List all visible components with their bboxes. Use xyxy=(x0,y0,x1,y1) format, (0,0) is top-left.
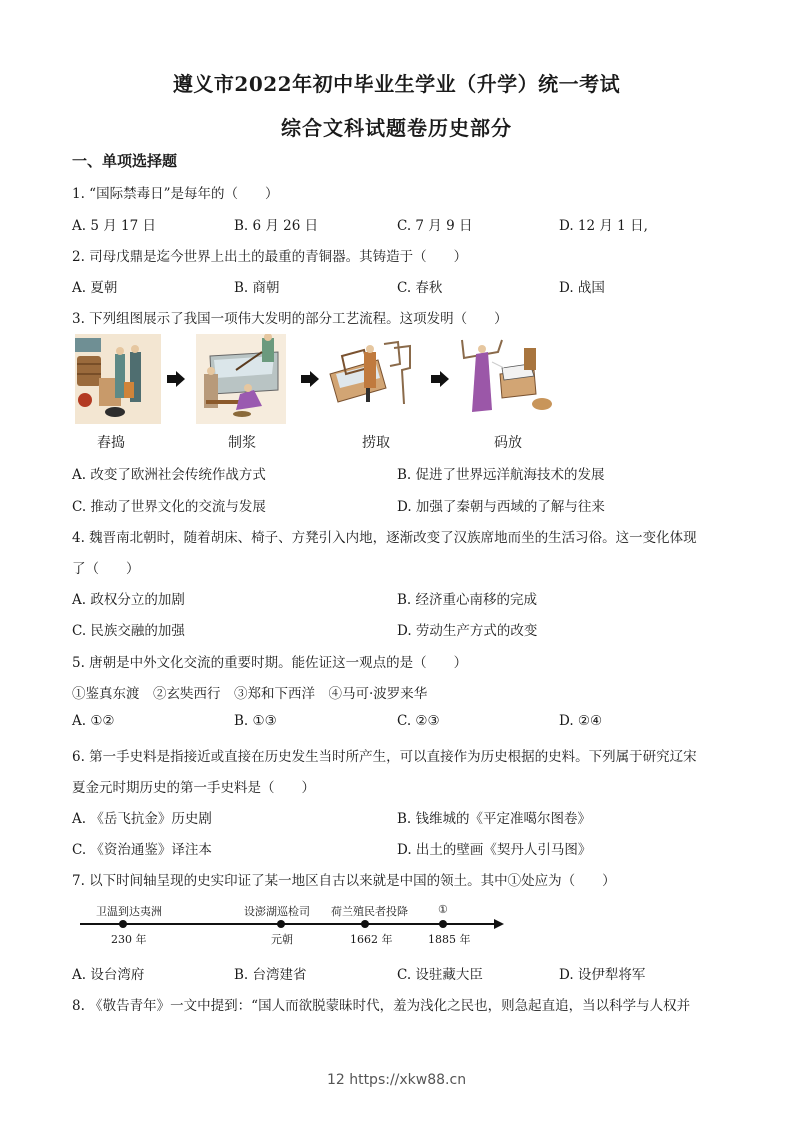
exam-title-line1: 遵义市2022年初中毕业生学业（升学）统一考试 xyxy=(172,72,621,96)
question-5-option-a: A. ①② xyxy=(72,713,115,729)
timeline-event-3: 荷兰殖民者投降 xyxy=(331,905,408,918)
image-caption-stacking: 码放 xyxy=(494,435,522,451)
question-2-option-d: D. 战国 xyxy=(559,280,605,296)
image-caption-scooping: 捞取 xyxy=(362,435,390,451)
image-caption-pounding: 舂捣 xyxy=(97,435,125,451)
question-7-option-b: B. 台湾建省 xyxy=(234,967,307,983)
question-1-option-d: D. 12 月 1 日, xyxy=(559,218,648,234)
section-heading: 一、单项选择题 xyxy=(72,152,178,170)
question-5-stem: 5. 唐朝是中外文化交流的重要时期。能佐证这一观点的是（ ） xyxy=(72,655,468,671)
scooping-illustration-icon xyxy=(328,334,414,424)
question-6-option-c: C. 《资治通鉴》译注本 xyxy=(72,842,212,858)
question-3-option-c: C. 推动了世界文化的交流与发展 xyxy=(72,499,266,515)
question-1-option-c: C. 7 月 9 日 xyxy=(397,218,473,234)
exam-title-line2: 综合文科试题卷历史部分 xyxy=(281,116,512,140)
question-4-option-b: B. 经济重心南移的完成 xyxy=(397,592,538,608)
question-2-option-a: A. 夏朝 xyxy=(72,280,118,296)
question-3-option-b: B. 促进了世界远洋航海技术的发展 xyxy=(397,467,605,483)
question-5-option-d: D. ②④ xyxy=(559,713,603,729)
question-5-option-c: C. ②③ xyxy=(397,713,440,729)
question-4-stem-line2: 了（ ） xyxy=(72,561,140,577)
timeline-event-4: ① xyxy=(438,903,448,916)
question-4-stem-line1: 4. 魏晋南北朝时，随着胡床、椅子、方凳引入内地，逐渐改变了汉族席地而坐的生活习俗。这一变化体现 xyxy=(72,530,697,546)
question-6-stem-line1: 6. 第一手史料是指接近或直接在历史发生当时所产生，可以直接作为历史根据的史料。下列属于研究辽宋 xyxy=(72,749,697,765)
question-4-option-d: D. 劳动生产方式的改变 xyxy=(397,623,538,639)
question-1-option-a: A. 5 月 17 日 xyxy=(72,218,156,234)
question-7-option-a: A. 设台湾府 xyxy=(72,967,145,983)
question-7-option-c: C. 设驻藏大臣 xyxy=(397,967,483,983)
question-4-option-a: A. 政权分立的加剧 xyxy=(72,592,185,608)
question-8-stem: 8. 《敬告青年》一文中提到：“国人而欲脱蒙昧时代，羞为浅化之民也，则急起直追，当以科学与人权并 xyxy=(72,998,691,1014)
timeline-year-4: 1885 年 xyxy=(428,933,471,946)
timeline-year-2: 元朝 xyxy=(271,933,293,946)
question-1-option-b: B. 6 月 26 日 xyxy=(234,218,319,234)
arrow-right-icon xyxy=(167,371,185,387)
question-5-items: ①鉴真东渡 ②玄奘西行 ③郑和下西洋 ④马可·波罗来华 xyxy=(72,686,428,702)
timeline-year-3: 1662 年 xyxy=(350,933,393,946)
timeline-event-1: 卫温到达夷洲 xyxy=(96,905,162,918)
question-3-option-d: D. 加强了秦朝与西域的了解与往来 xyxy=(397,499,605,515)
question-2-option-b: B. 商朝 xyxy=(234,280,280,296)
question-4-option-c: C. 民族交融的加强 xyxy=(72,623,185,639)
question-6-option-a: A. 《岳飞抗金》历史剧 xyxy=(72,811,212,827)
question-7-option-d: D. 设伊犁将军 xyxy=(559,967,646,983)
image-caption-pulping: 制浆 xyxy=(228,435,256,451)
timeline-event-2: 设澎湖巡检司 xyxy=(244,905,310,918)
pulping-illustration-icon xyxy=(196,334,286,424)
arrow-right-icon xyxy=(301,371,319,387)
question-7-stem: 7. 以下时间轴呈现的史实印证了某一地区自古以来就是中国的领土。其中①处应为（ ） xyxy=(72,873,616,889)
question-1-stem: 1. “国际禁毒日”是每年的（ ） xyxy=(72,186,279,202)
question-2-stem: 2. 司母戊鼎是迄今世界上出土的最重的青铜器。其铸造于（ ） xyxy=(72,249,468,265)
page-footer: 12 https://xkw88.cn xyxy=(326,1072,467,1088)
timeline xyxy=(78,900,508,948)
question-3-stem: 3. 下列组图展示了我国一项伟大发明的部分工艺流程。这项发明（ ） xyxy=(72,311,508,327)
question-6-option-d: D. 出土的壁画《契丹人引马图》 xyxy=(397,842,592,858)
question-2-option-c: C. 春秋 xyxy=(397,280,443,296)
question-3-option-a: A. 改变了欧洲社会传统作战方式 xyxy=(72,467,266,483)
arrow-right-icon xyxy=(431,371,449,387)
pounding-illustration-icon xyxy=(75,334,161,424)
question-5-option-b: B. ①③ xyxy=(234,713,277,729)
timeline-year-1: 230 年 xyxy=(111,933,147,946)
question-6-stem-line2: 夏金元时期历史的第一手史料是（ ） xyxy=(72,780,315,796)
stacking-illustration-icon xyxy=(458,334,554,424)
question-6-option-b: B. 钱维城的《平定准噶尔图卷》 xyxy=(397,811,592,827)
